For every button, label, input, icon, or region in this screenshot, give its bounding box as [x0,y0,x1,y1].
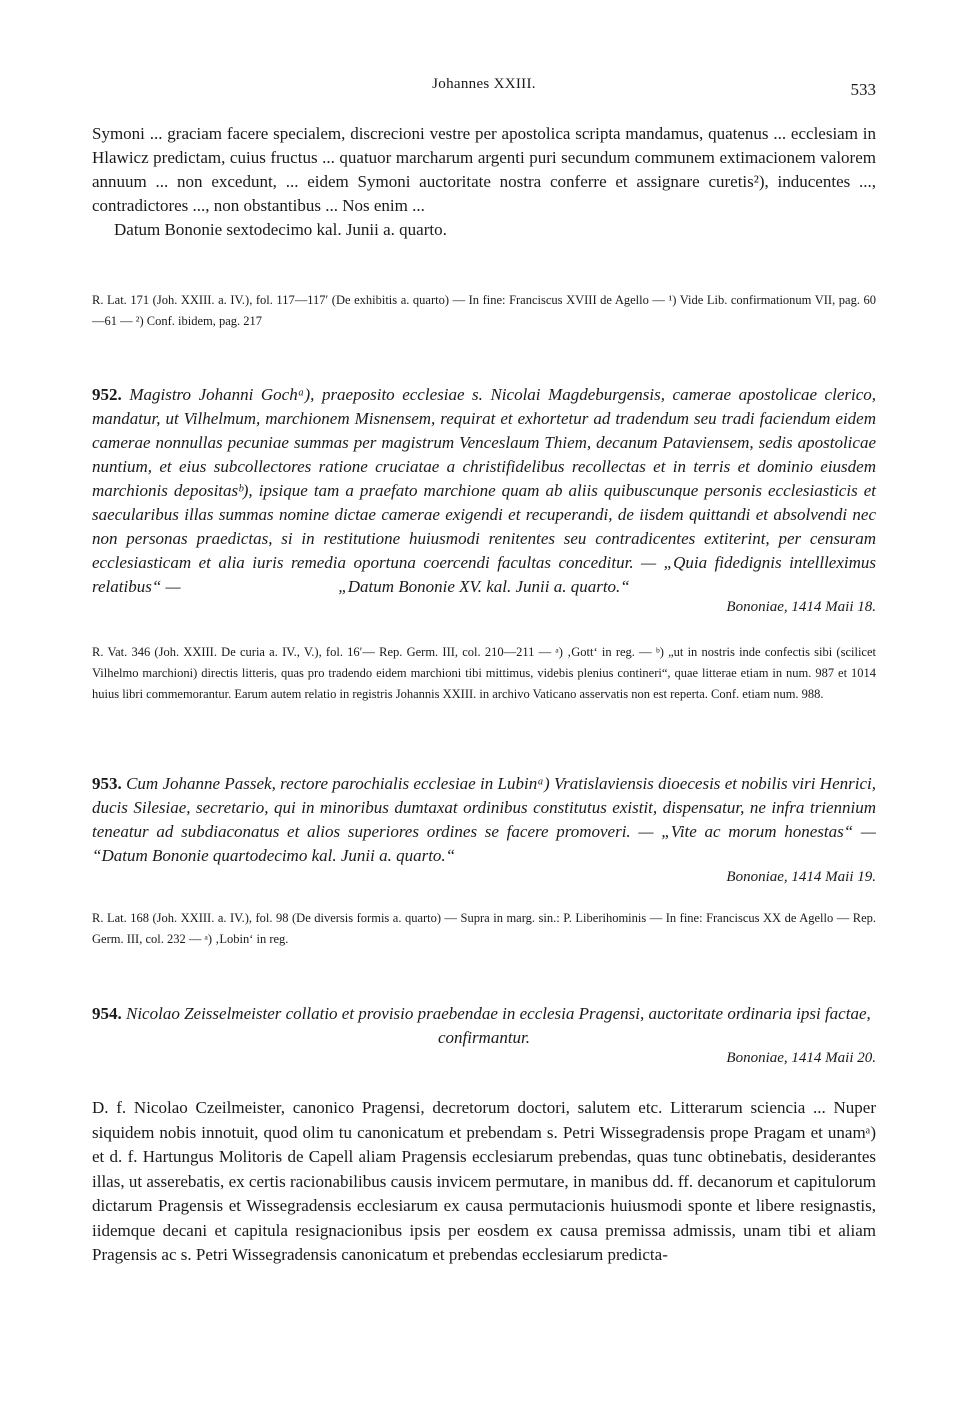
entry-954-regest-line2: confirmantur. [437,1028,531,1047]
entry-953-regest [92,772,876,868]
entry-953-place-date: Bononiae, 1414 Maii 19. [726,869,876,885]
continuation-datum: Datum Bononie sextodecimo kal. Junii a. quarto. [114,220,447,239]
entry-953-regest-text: Cum Johanne Passek, rectore parochialis ecclesiae in Lubinᵃ) Vratislaviensis dioecesis et nobilis viri Henrici, ducis Silesiae, secretario, qui in minoribus dumtaxat ordinibus constitutus existit, dispensatur, ne infra triennium teneatur ad subdiaconatus et alios superiores ordines se facere promoveri. — „Vite ac morum honestas“ — “Datum Bononie quartodecimo kal. Junii a. quarto.“ [92,774,876,865]
entry-954-regest-line1: Nicolao Zeisselmeister collatio et provisio praebendae in ecclesia Pragensi, auctoritate ordinaria ipsi factae, [126,1004,871,1023]
entry-952-regest [92,383,876,599]
entry-952-regest-text: Magistro Johanni Gochᵃ), praeposito ecclesiae s. Nicolai Magdeburgensis, camerae apostolicae clerico, mandatur, ut Vilhelmum, marchionem Misnensem, requirat et exhortetur ad tradendum seu tradi faciendum eidem camerae nonnullas pecuniae summas per magistrum Venceslaum Thiem, decanum Pataviensem, sedis apostolicae nuntium, et eius subcollectores ratione cruciatae a christifidelibus recollectas et in terris et dominio eiusdem marchionis depositasᵇ), ipsique tam a praefato marchione quam ab aliis quibuscunque personis ecclesiasticis et saecularibus illas summas nomine dictae camerae exigendi et recuperandi, de iisdem quittandi et absolvendi nec non personas praedictas, si in restitutione huiusmodi renitentes seu contradicentes extiterint, per censuram ecclesiasticam et alia iuris remedia oportuna coercendi facultas conceditur. — „Quia fidedignis intellleximus relatibus“ — [92,385,877,596]
entry-954-number: 954. [92,1004,122,1023]
entry-954-text: D. f. Nicolao Czeilmeister, canonico Pragensi, decretorum doctori, salutem etc. Litterarum sciencia ... Nuper siquidem nobis innotuit, quod olim tu canonicatum et prebendam s. Petri Wissegradensis prope Pragam et unamᵃ) et d. f. Hartungus Molitoris de Capell aliam Pragensis ecclesiarum prebendas, quas tunc obtinebatis, desiderantes illas, ut asserebatis, ex certis racionabilibus causis invicem permutare, in manibus dd. ff. decanorum et capitulorum dictarum Pragensis et Wissegradensis ecclesiarum ex causa permutacionis huiusmodi sponte et libere resignastis, iidemque decani et capitula resignacionibus ipsis per eosdem ex causa premissa admissis, unam tibi et aliam Pragensis ac s. Petri Wissegradensis canonicatum et prebendas ecclesiarum predicta- [92,1098,876,1264]
running-title: Johannes XXIII. [432,76,536,92]
entry-952-number: 952. [92,385,122,404]
entry-953-number: 953. [92,774,122,793]
continuation-text: Symoni ... graciam facere specialem, discrecioni vestre per apostolica scripta mandamus, quatenus ... ecclesiam in Hlawicz predictam, cuius fructus ... quatuor marcharum argenti puri secundum communem extimacionem valorem annuum ... non excedunt, ... eidem Symoni auctoritate nostra conferre et assignare curetis²), inducentes ..., contradictores ..., non obstantibus ... Nos enim ... [92,124,876,215]
entry-954-place-date: Bononiae, 1414 Maii 20. [726,1050,876,1066]
continuation-paragraph [92,122,876,242]
entry-952-datum: „Datum Bononie XV. kal. Junii a. quarto.“ [338,577,630,596]
page-number: 533 [850,80,876,99]
entry-952-notes: R. Vat. 346 (Joh. XXIII. De curia a. IV., V.), fol. 16′— Rep. Germ. III, col. 210—211 — ᵃ) ‚Gott‘ in reg. — ᵇ) „ut in nostris inde confectis sibi (scilicet Vilhelmo marchioni) directis litteris, quas pro tradendo eidem marchioni tibi mittimus, videbis plenius contineri“, quae litterae etiam in num. 987 et 1014 huius libri commemorantur. Earum autem relatio in registris Johannis XXIII. in archivo Vaticano asservatis non est reperta. Conf. etiam num. 988. [92,645,876,701]
entry-952-place-date: Bononiae, 1414 Maii 18. [726,599,876,615]
entry-953-notes: R. Lat. 168 (Joh. XXIII. a. IV.), fol. 98 (De diversis formis a. quarto) — Supra in marg. sin.: P. Liberihominis — In fine: Franciscus XX de Agello — Rep. Germ. III, col. 232 — ᵃ) ‚Lobin‘ in reg. [92,911,876,946]
entry-954-regest [92,1002,876,1026]
page-header [92,76,876,104]
footnote-top: R. Lat. 171 (Joh. XXIII. a. IV.), fol. 117—117′ (De exhibitis a. quarto) — In fine: Franciscus XVIII de Agello — ¹) Vide Lib. confirmationum VII, pag. 60—61 — ²) Conf. ibidem, pag. 217 [92,293,876,328]
